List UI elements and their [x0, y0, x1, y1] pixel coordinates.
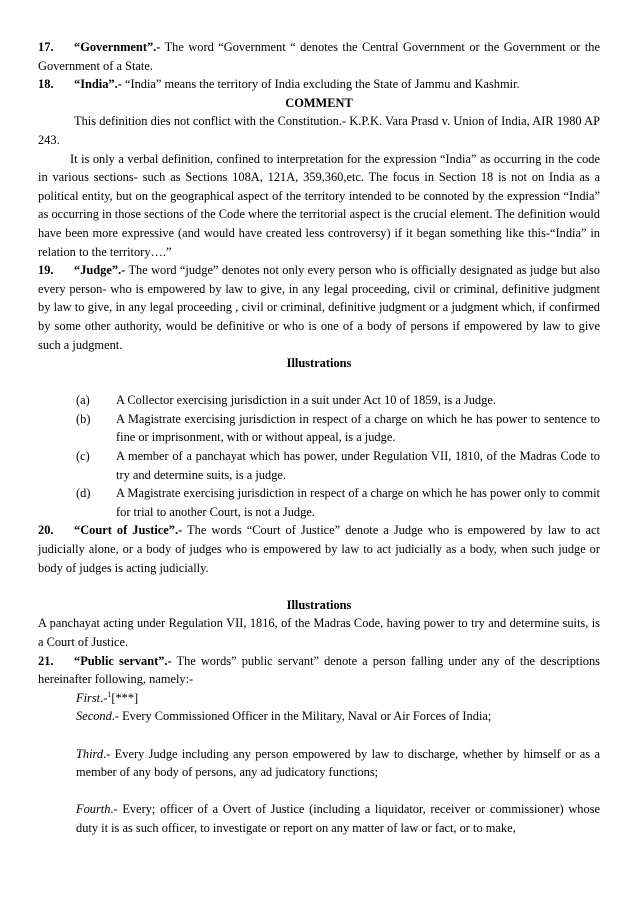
- section-term: “Judge”.-: [74, 263, 126, 278]
- section-number: 18.: [38, 77, 54, 92]
- illustration-text: A Magistrate exercising jurisdiction in respect of a charge on which he has power to sentence to fine or imprisonment, with or without appeal, is a judge.: [116, 411, 600, 445]
- footnote-marker: 1: [107, 689, 112, 699]
- section-20: [38, 521, 600, 577]
- description-label: First: [76, 690, 101, 705]
- illustration-item: [76, 391, 600, 410]
- comment-heading: COMMENT: [285, 95, 353, 110]
- illustration-label: (b): [76, 411, 91, 426]
- section-17: [38, 38, 600, 75]
- section-text: The word “Government “ denotes the Central Government or the Government or the Government of a State.: [38, 40, 600, 73]
- spacer: [38, 577, 600, 596]
- illustration-item: [76, 410, 600, 447]
- illustrations-heading: Illustrations: [286, 356, 352, 371]
- section-number: 19.: [38, 263, 54, 278]
- illustration-text: A Magistrate exercising jurisdiction in respect of a charge on which he has power only to commit for trial to another Court, is not a Judge.: [116, 486, 600, 519]
- description-label: Fourth: [76, 802, 111, 817]
- section-number: 21.: [38, 653, 54, 668]
- spacer: [38, 726, 600, 745]
- section-19: [38, 261, 600, 354]
- description-fourth: [76, 800, 600, 837]
- illustration-label: (a): [76, 393, 90, 408]
- description-separator: .-: [100, 690, 108, 705]
- illustration-label: (d): [76, 486, 91, 501]
- section-21: [38, 652, 600, 689]
- illustration-label: (c): [76, 449, 90, 464]
- section-term: “Court of Justice”.-: [74, 523, 183, 538]
- section-number: 17.: [38, 40, 54, 54]
- section-18: [38, 75, 600, 94]
- comment-paragraph-2: It is only a verbal definition, confined to interpretation for the expression “India” as occurring in the code in various sections- such as Sections 108A, 121A, 359,360,etc. The focus in Section 18 is not on India as a political entity, but on the geographical aspect of the territory intended to be connoted by the expression “India” as occurring in those sections of the Code where the territorial aspect is the crucial element. The definition would have been more expressive (and would have created less controversy) if it began something like this-“India” in relation to the territory….”: [38, 151, 600, 259]
- illustration-text: A member of a panchayat which has power, under Regulation VII, 1810, of the Madras Code to try and determine suits, is a judge.: [116, 449, 600, 482]
- description-first: [76, 689, 600, 708]
- section-text: The word “judge” denotes not only every person who is officially designated as judge but also every person- who is empowered by law to give, in any legal proceeding, civil or criminal, definitive judgment by law to give, in any legal proceeding , civil or criminal, definitive judgment or a judgment which, if confirmed by some other authority, would be definitive or who is one of a body of persons if empowered by law to give such a judgment.: [38, 263, 600, 352]
- section-number: 20.: [38, 523, 54, 538]
- illustrations-heading: Illustrations: [286, 597, 352, 612]
- description-second: [76, 707, 600, 726]
- illustration-text: A Collector exercising jurisdiction in a suit under Act 10 of 1859, is a Judge.: [116, 393, 496, 408]
- description-label: Second: [76, 709, 112, 724]
- section-term: “Public servant”.-: [74, 653, 172, 668]
- section-term: “Government”.-: [74, 40, 161, 54]
- section-text: The words “Court of Justice” denote a Judge who is empowered by law to act judicially alone, or a body of judges who is empowered by law to act judicially as a body, when such judge or body of judges is acting judicially.: [38, 523, 600, 575]
- description-label: Third: [76, 746, 104, 761]
- section-text: “India” means the territory of India excluding the State of Jammu and Kashmir.: [121, 77, 520, 92]
- section-term: “India”.-: [74, 77, 122, 92]
- description-text: .- Every Commissioned Officer in the Military, Naval or Air Forces of India;: [111, 709, 492, 724]
- illustration-item: [76, 484, 600, 521]
- spacer: [38, 782, 600, 801]
- description-text: .- Every; officer of a Overt of Justice (including a liquidator, receiver or commissioner) whose duty it is as such officer, to investigate or report on any matter of law or fact, or to make,: [76, 802, 600, 835]
- description-text: [***]: [111, 690, 139, 705]
- section-text: The words” public servant” denote a person falling under any of the descriptions hereinafter following, namely:-: [38, 653, 600, 687]
- illustration-text: A panchayat acting under Regulation VII, 1816, of the Madras Code, having power to try and determine suits, is a Court of Justice.: [38, 616, 600, 649]
- document-page: [38, 38, 600, 838]
- illustration-item: [76, 447, 600, 484]
- comment-paragraph-1: This definition dies not conflict with the Constitution.- K.P.K. Vara Prasd v. Union of India, AIR 1980 AP 243.: [38, 114, 600, 147]
- spacer: [38, 373, 600, 392]
- description-third: [76, 745, 600, 782]
- description-text: .- Every Judge including any person empowered by law to discharge, whether by himself or as a member of any body of persons, any ad judicatory functions;: [76, 746, 600, 780]
